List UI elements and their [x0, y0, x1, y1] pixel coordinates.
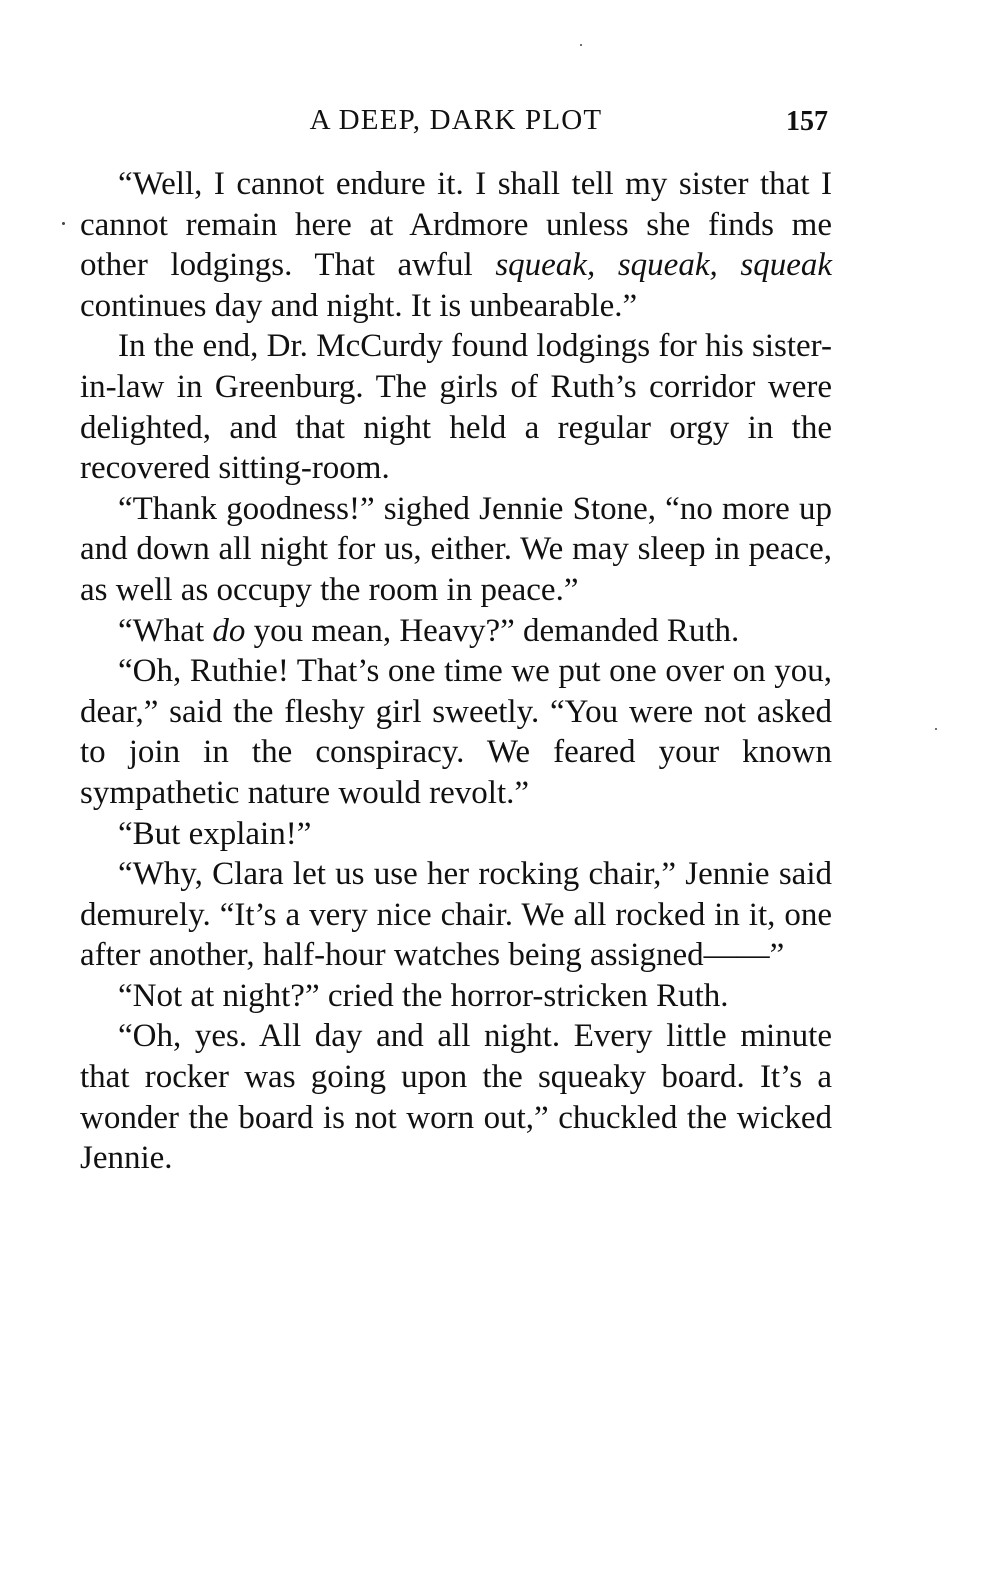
paragraph: [80, 489, 832, 611]
paragraph-text: you mean, Heavy?” demanded Ruth.: [245, 612, 740, 649]
paragraph-text: “Why, Clara let us use her rocking chair,” Jennie said demurely. “It’s a very nice chair. We all rocked in it, one after another, half-hour watches being assigned——”: [80, 856, 832, 974]
paragraph: [80, 814, 832, 855]
paragraph: [80, 611, 832, 652]
paragraph-text: continues day and night. It is unbearable.”: [80, 287, 638, 324]
paragraph: [80, 651, 832, 813]
running-title: A DEEP, DARK PLOT: [309, 104, 603, 136]
italic-text: squeak, squeak, squeak: [495, 247, 832, 284]
paragraph-text: “What: [118, 612, 213, 649]
paragraph-text: “Well, I cannot endure it. I shall tell my sister that I cannot remain here at Ardmore unless she finds me other lodgings. That awful: [80, 166, 832, 284]
running-head: [80, 100, 832, 140]
body-text: [80, 164, 832, 1179]
paragraph-text: “Not at night?” cried the horror-stricken Ruth.: [118, 977, 729, 1014]
paragraph: [80, 164, 832, 326]
italic-text: do: [212, 612, 246, 649]
paragraph-text: In the end, Dr. McCurdy found lodgings for his sister-in-law in Greenburg. The girls of Ruth’s corridor were delighted, and that night held a regular orgy in the recovered sitting-room.: [80, 328, 832, 487]
scan-speck: [580, 44, 582, 46]
paragraph-text: “Oh, Ruthie! That’s one time we put one over on you, dear,” said the fleshy girl sweetly. “You were not asked to join in the conspiracy. We feared your known sympathetic nature would revolt.”: [80, 653, 832, 811]
paragraph-text: “But explain!”: [118, 815, 312, 852]
paragraph: [80, 854, 832, 976]
scan-speck: [935, 728, 937, 730]
paragraph: [80, 326, 832, 488]
scan-speck: [62, 222, 65, 225]
paragraph-text: “Thank goodness!” sighed Jennie Stone, “no more up and down all night for us, either. We may sleep in peace, as well as occupy the room in peace.”: [80, 490, 832, 608]
paragraph: [80, 1016, 832, 1178]
paragraph-text: “Oh, yes. All day and all night. Every little minute that rocker was going upon the squeaky board. It’s a wonder the board is not worn out,” chuckled the wicked Jennie.: [80, 1018, 832, 1177]
paragraph: [80, 976, 832, 1017]
page-number: 157: [786, 106, 828, 137]
